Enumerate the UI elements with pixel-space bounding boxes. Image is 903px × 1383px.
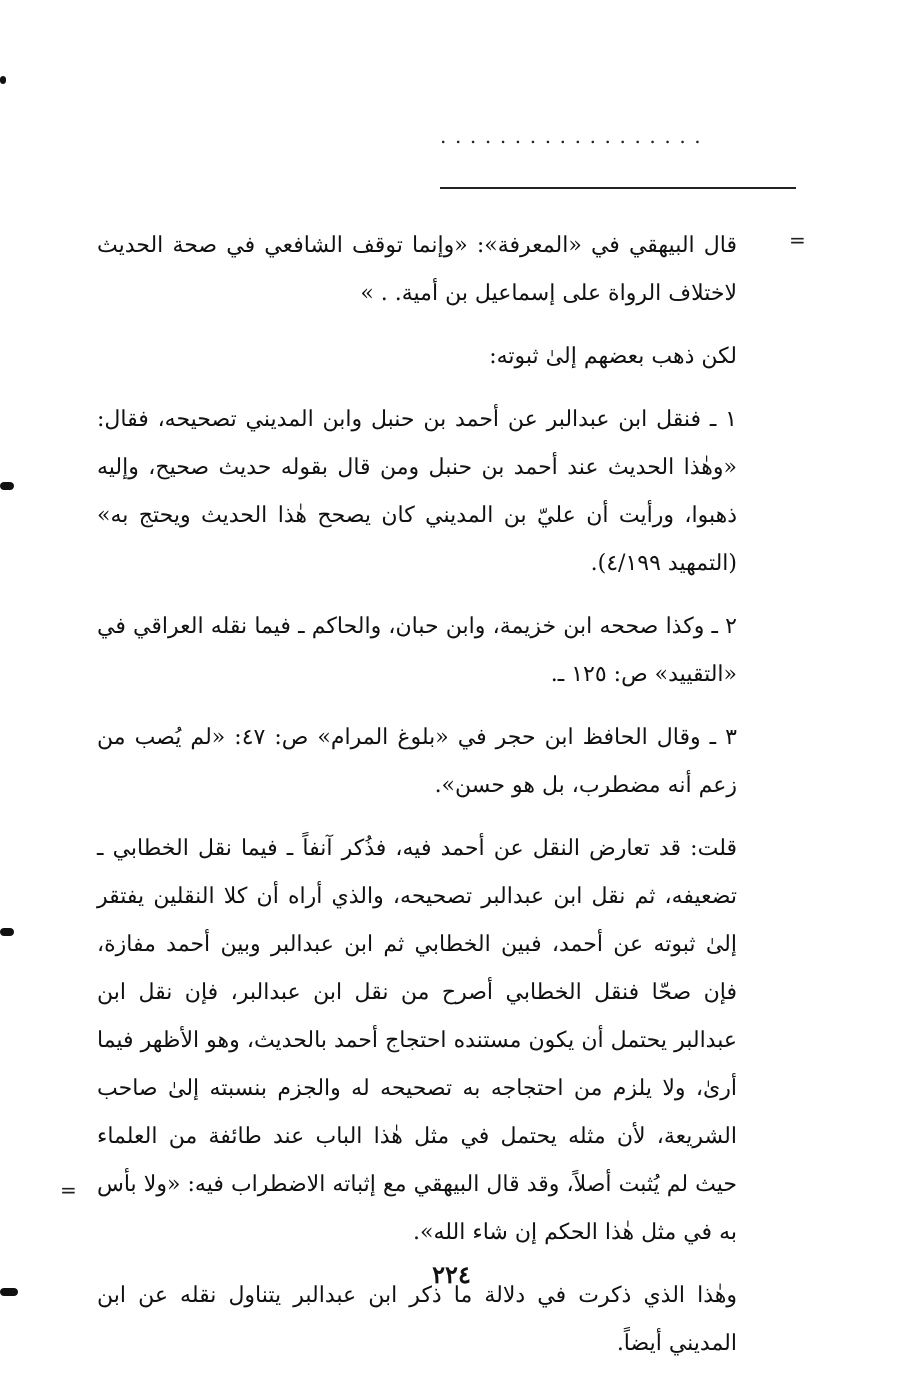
separator-dots: ..................: [440, 124, 710, 148]
paragraph-intro: لكن ذهب بعضهم إلىٰ ثبوته:: [489, 344, 737, 369]
page-body: [97, 222, 737, 1383]
scan-mark: [0, 1288, 18, 1296]
paragraph-discussion: قلت: قد تعارض النقل عن أحمد فيه، فذُكر آنفاً ـ فيما نقل الخطابي ـ تضعيفه، ثم نقل ابن عبدالبر تصحيحه، والذي أراه أن كلا النقلين يفتقر إلىٰ ثبوته عن أحمد، فبين الخطابي ثم ابن عبدالبر وبين أحمد مفازة، فإن صحّا فنقل الخطابي أصرح من نقل ابن عبدالبر، فإن نقل ابن عبدالبر يحتمل أن يكون مستنده احتجاج أحمد بالحديث، وهو الأظهر فيما أرىٰ، ولا يلزم من احتجاجه به تصحيحه له والجزم بنسبته إلىٰ صاحب الشريعة، لأن مثله يحتمل في مثل هٰذا الباب عند طائفة من العلماء حيث لم يُثبت أصلاً، وقد قال البيهقي مع إثباته الاضطراب فيه: «ولا بأس به في مثل هٰذا الحكم إن شاء الله».: [97, 836, 737, 1245]
paragraph-point-1: ١ ـ فنقل ابن عبدالبر عن أحمد بن حنبل وابن المديني تصحيحه، فقال: «وهٰذا الحديث عند أحمد بن حنبل ومن قال بقوله حديث صحيح، وإليه ذهبوا، ورأيت أن عليّ بن المديني كان يصحح هٰذا الحديث ويحتج به» (التمهيد ٤/١٩٩).: [97, 407, 737, 576]
continuation-mark-top: =: [789, 228, 806, 252]
paragraph-bayhaqi-quote: قال البيهقي في «المعرفة»: «وإنما توقف الشافعي في صحة الحديث لاختلاف الرواة على إسماعيل بن أمية. . »: [97, 233, 737, 306]
continuation-mark-bottom: =: [60, 1178, 77, 1202]
paragraph-conclusion: وهٰذا الذي ذكرت في دلالة ما ذكر ابن عبدالبر يتناول نقله عن ابن المديني أيضاً.: [97, 1283, 737, 1356]
footnote-rule: [440, 187, 796, 189]
scan-mark: [0, 928, 14, 936]
paragraph-point-3: ٣ ـ وقال الحافظ ابن حجر في «بلوغ المرام» ص: ٤٧: «لم يُصب من زعم أنه مضطرب، بل هو حسن».: [97, 725, 737, 798]
paragraph-point-2: ٢ ـ وكذا صححه ابن خزيمة، وابن حبان، والحاكم ـ فيما نقله العراقي في «التقييد» ص: ١٢٥ ـ.: [97, 614, 737, 687]
scan-mark: [0, 482, 14, 490]
scan-mark: [0, 76, 6, 84]
page-number: ٢٢٤: [432, 1260, 471, 1289]
